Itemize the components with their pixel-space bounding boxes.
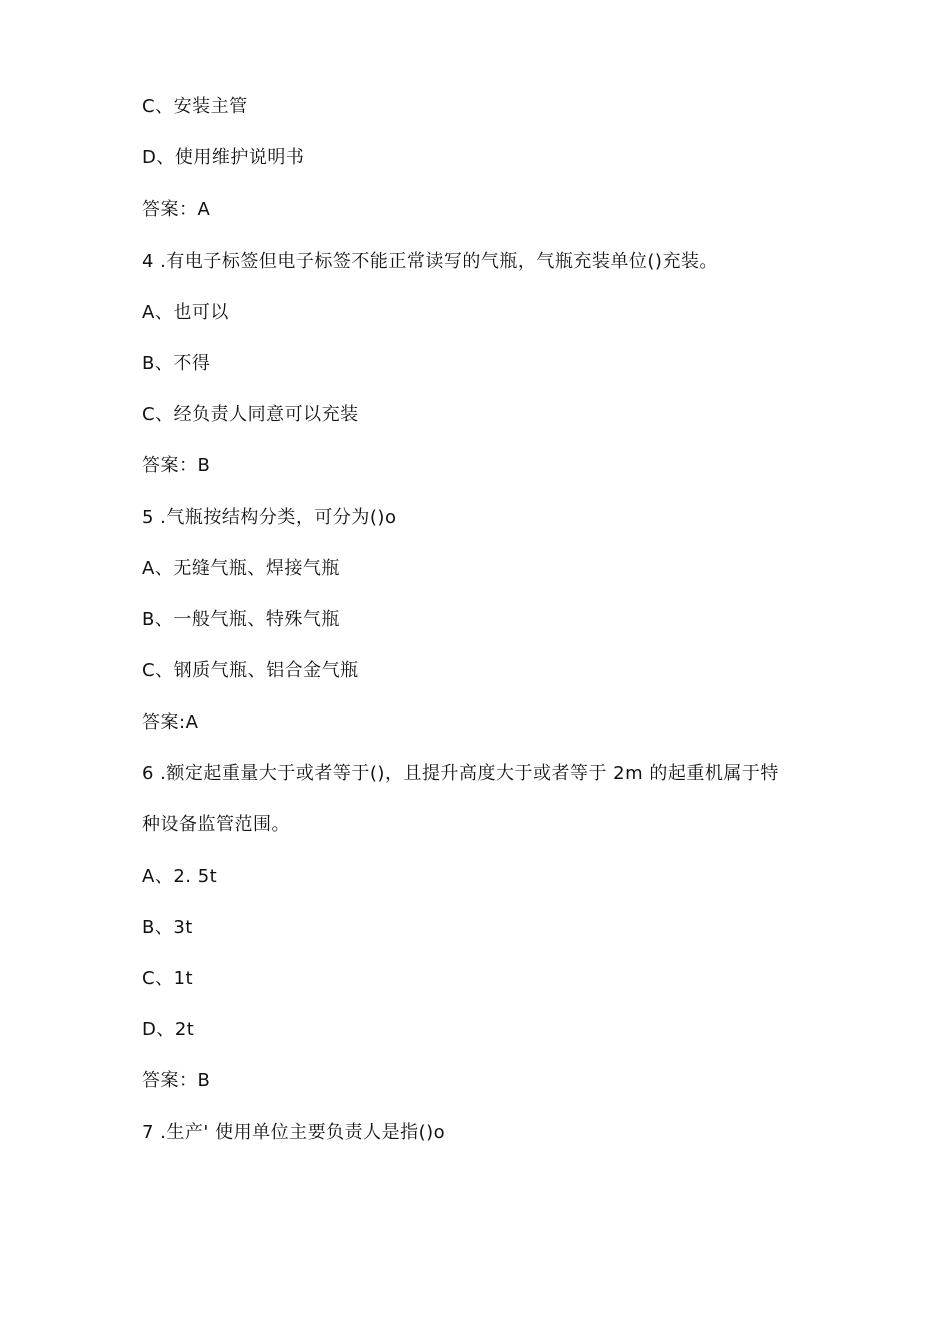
option-a-q4: A、也可以 xyxy=(142,302,229,323)
question-4: 4 .有电子标签但电子标签不能正常读写的气瓶，气瓶充装单位()充装。 xyxy=(142,251,718,272)
option-c-q6: C、1t xyxy=(142,968,194,989)
option-a-q5: A、无缝气瓶、焊接气瓶 xyxy=(142,558,340,579)
option-a-q6: A、2. 5t xyxy=(142,866,218,887)
answer-q4: 答案：B xyxy=(142,455,211,476)
question-5: 5 .气瓶按结构分类，可分为()o xyxy=(142,507,397,528)
answer-q3: 答案：A xyxy=(142,199,211,220)
option-b-q5: B、一般气瓶、特殊气瓶 xyxy=(142,609,340,630)
question-6-line-2: 种设备监管范围。 xyxy=(142,814,290,835)
option-d-q6: D、2t xyxy=(142,1019,195,1040)
question-6-line-1: 6 .额定起重量大于或者等于()，且提升高度大于或者等于 2m 的起重机属于特 xyxy=(142,763,779,784)
option-b-q4: B、不得 xyxy=(142,353,211,374)
answer-q5: 答案:A xyxy=(142,712,199,733)
option-b-q6: B、3t xyxy=(142,917,193,938)
option-c-q5: C、钢质气瓶、铝合金气瓶 xyxy=(142,660,359,681)
option-c-q3: C、安装主管 xyxy=(142,96,248,117)
option-d-q3: D、使用维护说明书 xyxy=(142,147,305,168)
answer-q6: 答案：B xyxy=(142,1070,211,1091)
option-c-q4: C、经负责人同意可以充装 xyxy=(142,404,359,425)
question-7: 7 .生产' 使用单位主要负责人是指()o xyxy=(142,1122,446,1143)
